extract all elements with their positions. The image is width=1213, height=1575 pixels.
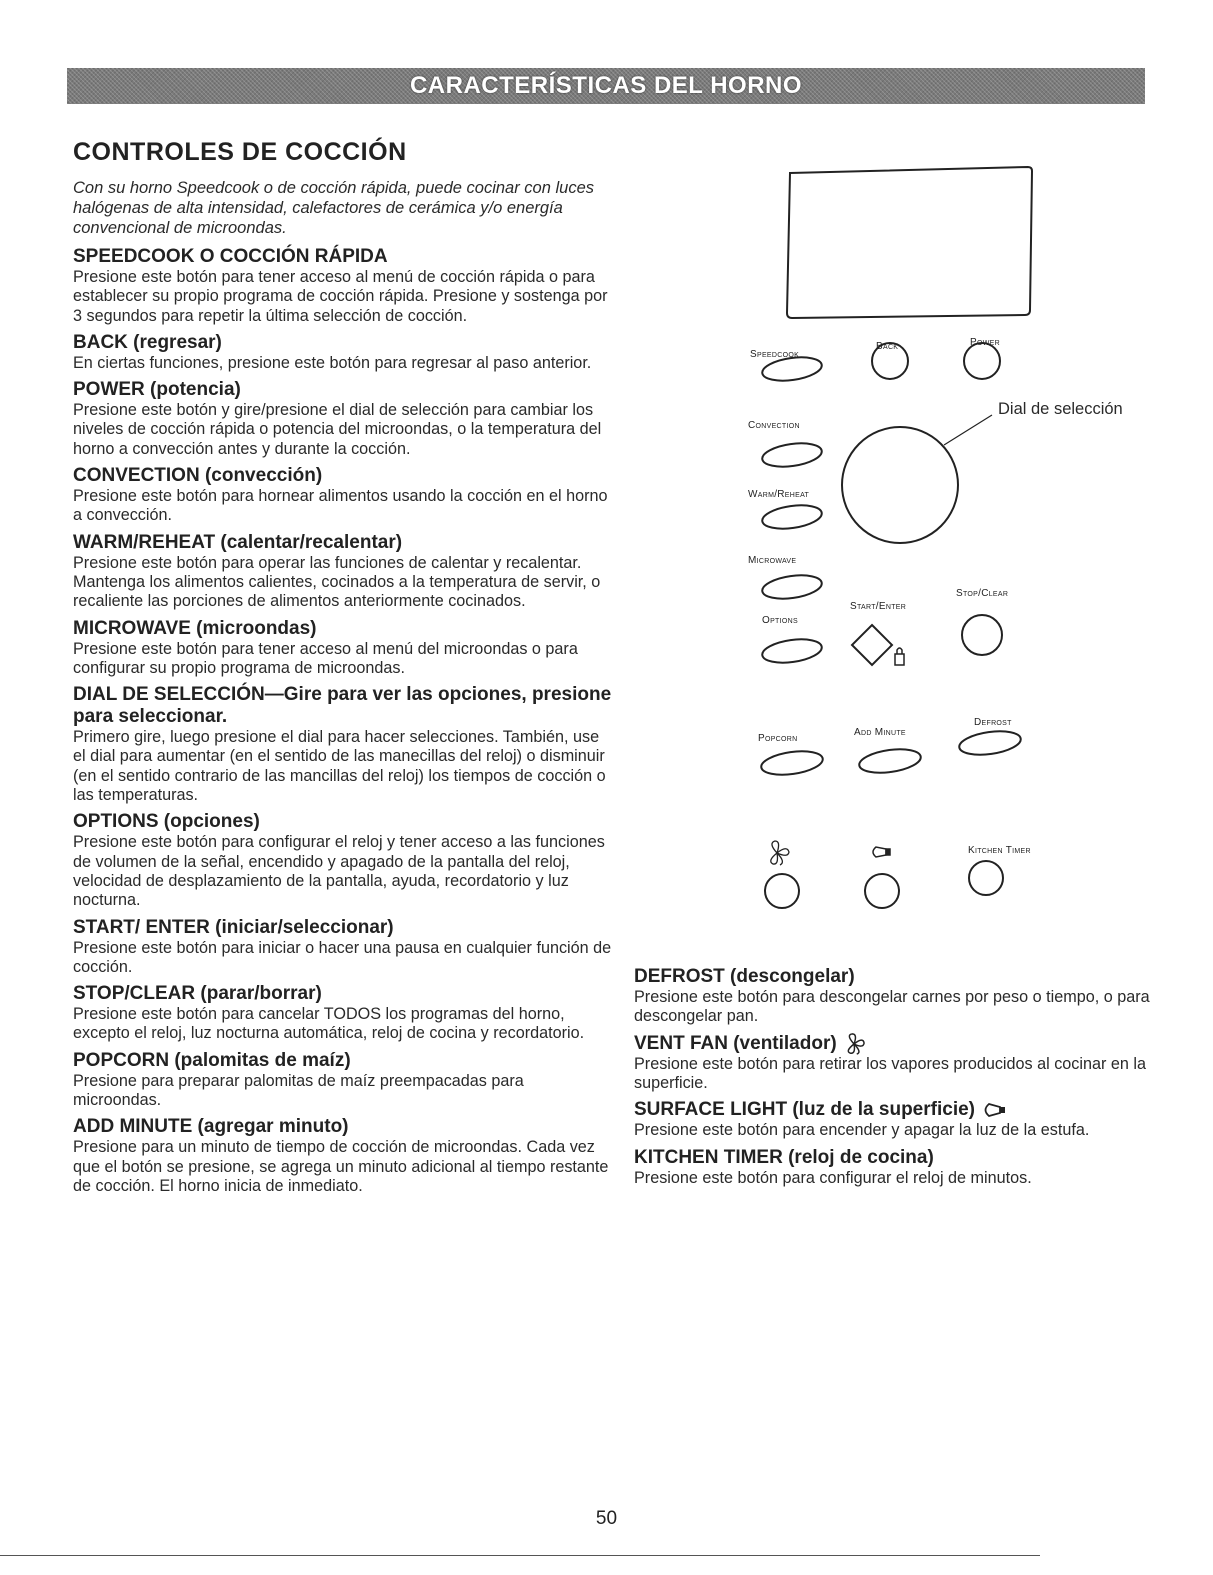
kitchen-timer-button-shape [969,861,1003,895]
feature-description: Presione este botón para hornear alimentos usando la cocción en el horno a convección. [73,487,608,525]
feature-section [73,1116,613,1196]
dial-pointer-line [944,415,992,445]
feature-title [634,1033,1194,1055]
feature-section [73,917,613,978]
lock-icon [895,648,904,665]
feature-title [73,811,613,833]
feature-description: Presione este botón para tener acceso al menú del microondas o para configurar su propio programa de microondas. [73,639,578,677]
label-stop-clear: Stop/Clear [956,588,1009,599]
feature-title-text: POPCORN (palomitas de maíz) [73,1049,351,1071]
control-panel-diagram [720,155,1180,915]
add-minute-button-shape [858,746,922,776]
feature-description: Presione este botón para iniciar o hacer una pausa en cualquier función de cocción. [73,938,612,976]
label-microwave: Microwave [748,555,797,566]
feature-title [73,983,613,1005]
feature-section [634,966,1194,1027]
banner-title: CARACTERÍSTICAS DEL HORNO [409,72,803,99]
feature-title [634,1099,1194,1121]
feature-title [73,246,613,268]
label-dial: Dial de selección [998,400,1123,418]
feature-title [634,966,1194,988]
label-add-minute: Add Minute [854,727,906,738]
feature-title-text: SURFACE LIGHT (luz de la superficie) [634,1099,975,1121]
light-icon [873,847,890,857]
feature-description: Primero gire, luego presione el dial para hacer selecciones. También, use el dial para aumentar (en el sentido de las manecillas del reloj) o disminuir (en el sentido contrario de las mancillas del reloj) los tiempos de cocción o las temperaturas. [73,728,606,805]
feature-section [73,332,613,373]
feature-section [73,983,613,1044]
feature-title-text: BACK (regresar) [73,331,222,353]
feature-title-text: KITCHEN TIMER (reloj de cocina) [634,1146,934,1168]
feature-section [73,246,613,326]
label-back: Back [876,341,899,352]
display-window [787,167,1032,318]
feature-title-text: OPTIONS (opciones) [73,811,260,833]
right-sections [634,966,1194,1188]
label-options: Options [762,615,798,626]
feature-description: Presione este botón para cancelar TODOS los programas del horno, excepto el reloj, luz nocturna automática, reloj de cocina y recordatorio. [73,1005,585,1043]
feature-section [73,618,613,679]
surface-light-button-shape [865,874,899,908]
microwave-button-shape [761,572,823,602]
selection-dial-shape [842,427,958,543]
bottom-rule [0,1555,1040,1556]
feature-description: Presione para preparar palomitas de maíz preempacadas para microondas. [73,1071,524,1110]
label-power: Power [970,337,1000,348]
vent-fan-button-shape [765,874,799,908]
feature-title [634,1147,1194,1169]
feature-section [73,684,613,805]
convection-button-shape [761,440,823,470]
fan-icon [771,841,789,865]
panel-drawing [720,155,1180,915]
feature-title [73,379,613,401]
label-defrost: Defrost [974,717,1012,728]
left-sections [73,246,613,1196]
feature-title [73,684,613,728]
fan-icon [843,1033,865,1055]
feature-section [73,465,613,526]
warm-reheat-button-shape [761,502,823,532]
right-column [634,966,1194,1194]
feature-description: Presione para un minuto de tiempo de cocción de microondas. Cada vez que el botón se presione, se agrega un minuto adicional al tiempo restante de cocción. El horno inicia de inmediato. [73,1138,609,1195]
feature-description: Presione este botón y gire/presione el dial de selección para cambiar los niveles de cocción rápida o potencia del microondas, o la temperatura del horno a convección antes y durante la cocción. [73,401,602,458]
feature-section [634,1099,1194,1140]
feature-section [73,1050,613,1111]
stop-clear-button-shape [962,615,1002,655]
feature-title [73,332,613,354]
left-column [73,178,613,1202]
label-speedcook: Speedcook [750,349,800,360]
options-button-shape [761,636,823,666]
popcorn-button-shape [760,748,824,778]
light-icon [981,1101,1009,1119]
feature-title [73,618,613,640]
feature-title [73,465,613,487]
feature-title-text: DEFROST (descongelar) [634,966,855,987]
feature-title-text: WARM/REHEAT (calentar/recalentar) [73,531,403,553]
feature-section [73,532,613,612]
feature-title [73,1116,613,1138]
feature-title [73,532,613,554]
feature-title-text: START/ ENTER (iniciar/seleccionar) [73,916,394,938]
feature-description: Presione este botón para retirar los vapores producidos al cocinar en la superficie. [634,1054,1146,1092]
defrost-button-shape [958,728,1022,758]
feature-section [73,811,613,910]
feature-title-text: STOP/CLEAR (parar/borrar) [73,983,322,1005]
feature-description: Presione este botón para operar las funciones de calentar y recalentar. Mantenga los alimentos calientes, cocinados a la temperatura de servir, o recaliente las porciones de alimentos anteriormente cocinados. [73,553,601,611]
label-popcorn: Popcorn [758,733,798,744]
section-banner [67,68,1145,104]
feature-title-text: SPEEDCOOK O COCCIÓN RÁPIDA [73,246,388,267]
feature-title-text: ADD MINUTE (agregar minuto) [73,1116,349,1138]
start-enter-button-shape [852,625,892,665]
feature-section [73,379,613,459]
power-button-shape [964,343,1000,379]
feature-description: Presione este botón para descongelar carnes por peso o tiempo, o para descongelar pan. [634,988,1150,1026]
feature-section [634,1147,1194,1188]
intro-text: Con su horno Speedcook o de cocción rápida, puede cocinar con luces halógenas de alta intensidad, calefactores de cerámica y/o energía convencional de microondas. [73,179,595,237]
feature-title [73,1050,613,1072]
feature-title [73,917,613,939]
feature-title-text: POWER (potencia) [73,379,241,401]
feature-description: Presione este botón para configurar el reloj de minutos. [634,1168,1032,1187]
feature-title-text: CONVECTION (convección) [73,465,323,487]
feature-title-text: MICROWAVE (microondas) [73,617,317,639]
label-warm-reheat: Warm/Reheat [748,489,810,500]
feature-description: Presione este botón para encender y apagar la luz de la estufa. [634,1121,1090,1140]
label-kitchen-timer: Kitchen Timer [968,845,1031,856]
feature-description: Presione este botón para configurar el reloj y tener acceso a las funciones de volumen de la señal, encendido y apagado de la pantalla del reloj, velocidad de desplazamiento de la pantalla, ayuda, recordatorio y luz nocturna. [73,833,605,910]
feature-section [634,1033,1194,1094]
feature-description: En ciertas funciones, presione este botón para regresar al paso anterior. [73,353,592,372]
label-convection: Convection [748,420,800,431]
feature-title-text: DIAL DE SELECCIÓN—Gire para ver las opciones, presione para seleccionar. [73,684,612,728]
page-number: 50 [595,1508,618,1529]
feature-title-text: VENT FAN (ventilador) [634,1032,837,1054]
page-heading: CONTROLES DE COCCIÓN [73,138,407,166]
feature-description: Presione este botón para tener acceso al menú de cocción rápida o para establecer su propio programa de cocción rápida. Presione y sostenga por 3 segundos para repetir la última selección de cocción. [73,268,608,325]
label-start-enter: Start/Enter [850,601,907,612]
